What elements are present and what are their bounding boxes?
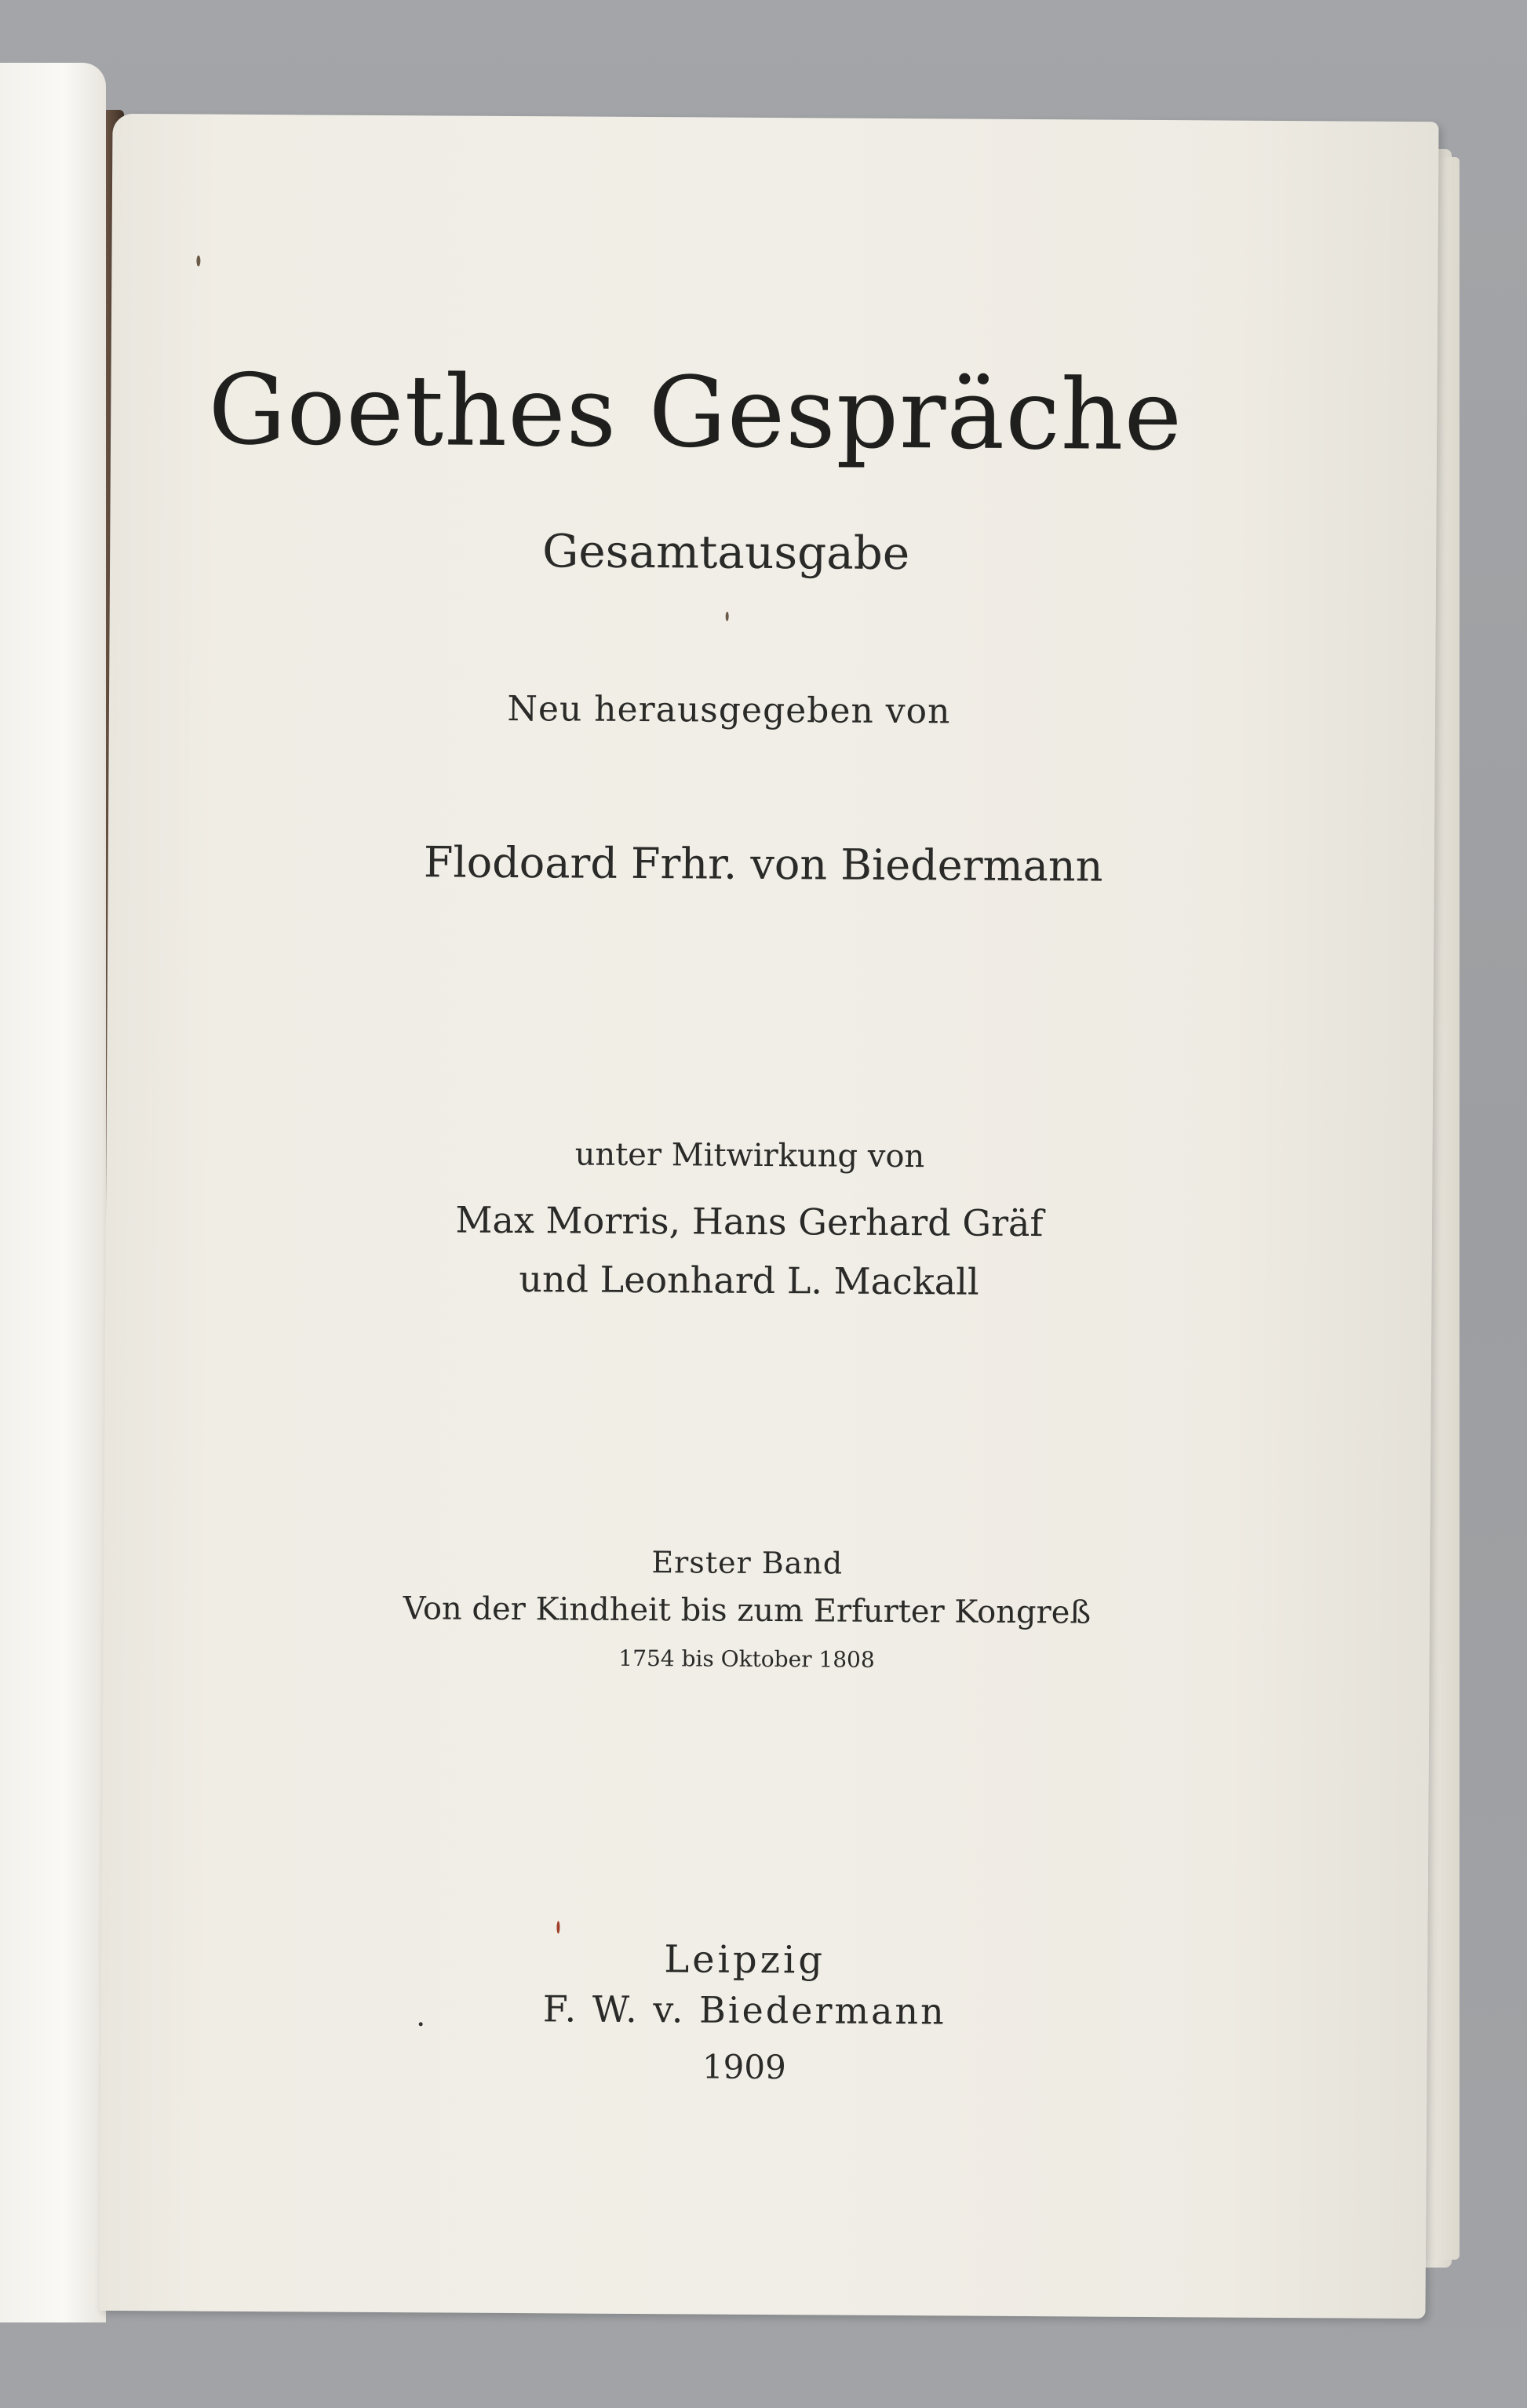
collaboration-intro: unter Mitwirkung von bbox=[574, 1136, 925, 1175]
editor-intro: Neu herausgegeben von bbox=[507, 688, 951, 732]
book-subtitle: Gesamtausgabe bbox=[541, 524, 910, 581]
volume-label: Erster Band bbox=[651, 1545, 844, 1581]
editor-name: Flodoard Frhr. von Biedermann bbox=[423, 837, 1103, 891]
collaborators-line-1: Max Morris, Hans Gerhard Gräf bbox=[455, 1198, 1044, 1245]
collaborators-line-2: und Leonhard L. Mackall bbox=[519, 1258, 979, 1303]
paper-speck bbox=[196, 256, 200, 267]
paper-speck bbox=[419, 2022, 423, 2026]
volume-title: Von der Kindheit bis zum Erfurter Kongreß bbox=[403, 1590, 1091, 1631]
book-title: Goethes Gespräche bbox=[208, 353, 1183, 473]
volume-dates: 1754 bis Oktober 1808 bbox=[618, 1645, 875, 1673]
publisher: F. W. v. Biedermann bbox=[542, 1987, 946, 2033]
paper-speck bbox=[726, 612, 729, 621]
title-page bbox=[99, 114, 1438, 2319]
publication-year: 1909 bbox=[702, 2047, 786, 2087]
paper-speck bbox=[556, 1921, 559, 1933]
publication-place: Leipzig bbox=[664, 1937, 826, 1983]
